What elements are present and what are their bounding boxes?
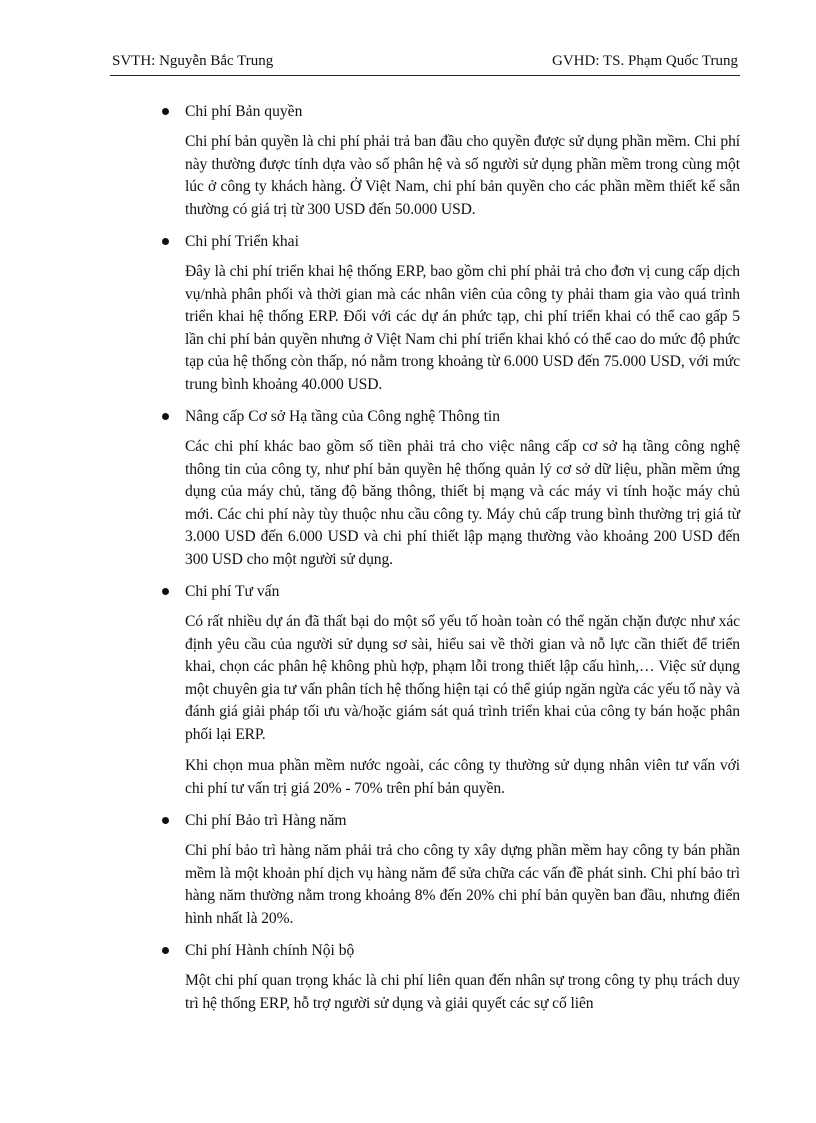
section-annual-maintenance: [160, 809, 740, 930]
page-header: [112, 50, 738, 72]
section-title-text: Chi phí Hành chính Nội bộ: [185, 942, 355, 959]
section-title: [160, 809, 740, 833]
bullet-icon: [162, 108, 169, 115]
header-student: SVTH: Nguyễn Bắc Trung: [112, 53, 274, 69]
section-title: [160, 230, 740, 254]
bullet-icon: [162, 413, 169, 420]
paragraph: Có rất nhiều dự án đã thất bại do một số yếu tố hoàn toàn có thể ngăn chặn được như xác định yêu cầu của người sử dụng sơ sài, hiểu sai về thời gian và nỗ lực cần thiết để triển khai, chọn các phân hệ không phù hợp, phạm lỗi trong thiết lập cấu hình,… Việc sử dụng một chuyên gia tư vấn phân tích hệ thống hiện tại có thể giúp ngăn ngừa các yếu tố này và đánh giá giải pháp tối ưu và/hoặc giám sát quá trình triển khai của công ty bán hoặc phân phối lại ERP.: [185, 613, 740, 743]
section-title-text: Chi phí Triển khai: [185, 233, 299, 250]
paragraph: Chi phí bảo trì hàng năm phải trả cho công ty xây dựng phần mềm hay công ty bán phần mềm là một khoản phí dịch vụ hàng năm để sửa chữa các vấn đề phát sinh. Chi phí bảo trì hàng năm thường nằm trong khoảng 8% đến 20% chi phí bản quyền ban đầu, nhưng điển hình nhất là 20%.: [185, 842, 740, 927]
section-consulting-cost: [160, 580, 740, 800]
paragraph: Khi chọn mua phần mềm nước ngoài, các công ty thường sử dụng nhân viên tư vấn với chi phí tư vấn trị giá 20% - 70% trên phí bản quyền.: [185, 757, 740, 797]
section-title-text: Chi phí Bản quyền: [185, 103, 303, 120]
section-title-text: Chi phí Tư vấn: [185, 583, 280, 600]
section-title: [160, 405, 740, 429]
bullet-icon: [162, 817, 169, 824]
section-title: [160, 580, 740, 604]
paragraph: Chi phí bản quyền là chi phí phải trả ban đầu cho quyền được sử dụng phần mềm. Chi phí này thường được tính dựa vào số phân hệ và số người sử dụng phần mềm trong cùng một lúc ở công ty khách hàng. Ở Việt Nam, chi phí bản quyền cho các phần mềm thiết kế sẵn thường có giá trị từ 300 USD đến 50.000 USD.: [185, 133, 740, 218]
bullet-icon: [162, 238, 169, 245]
bullet-icon: [162, 947, 169, 954]
section-internal-admin: [160, 939, 740, 1015]
section-it-infrastructure: [160, 405, 740, 571]
document-body: [160, 100, 740, 1024]
section-title-text: Chi phí Bảo trì Hàng năm: [185, 812, 347, 829]
paragraph: Các chi phí khác bao gồm số tiền phải trả cho việc nâng cấp cơ sở hạ tầng công nghệ thông tin của công ty, như phí bản quyền hệ thống quản lý cơ sở dữ liệu, phần mềm ứng dụng của máy chủ, tăng độ băng thông, thiết bị mạng và các máy vi tính hoặc máy chủ mới. Các chi phí này tùy thuộc nhu cầu công ty. Máy chủ cấp trung bình thường trị giá từ 3.000 USD đến 6.000 USD và chi phí thiết lập mạng thường vào khoảng 200 USD đến 300 USD cho một người sử dụng.: [185, 438, 740, 568]
section-implementation-cost: [160, 230, 740, 396]
section-title: [160, 939, 740, 963]
header-supervisor: GVHD: TS. Phạm Quốc Trung: [552, 53, 738, 69]
header-divider: [110, 75, 740, 76]
paragraph: Đây là chi phí triển khai hệ thống ERP, bao gồm chi phí phải trả cho đơn vị cung cấp dịch vụ/nhà phân phối và thời gian mà các nhân viên của công ty phải tham gia vào quá trình triển khai hệ thống ERP. Đối với các dự án phức tạp, chi phí triển khai có thể cao gấp 5 lần chi phí bản quyền nhưng ở Việt Nam chi phí triển khai khó có thể cao do mức độ phức tạp của hệ thống còn thấp, nó nằm trong khoảng từ 6.000 USD đến 75.000 USD, với mức trung bình khoảng 40.000 USD.: [185, 263, 740, 393]
section-title: [160, 100, 740, 124]
section-license-cost: [160, 100, 740, 221]
section-title-text: Nâng cấp Cơ sở Hạ tầng của Công nghệ Thông tin: [185, 408, 501, 425]
bullet-icon: [162, 588, 169, 595]
paragraph: Một chi phí quan trọng khác là chi phí liên quan đến nhân sự trong công ty phụ trách duy trì hệ thống ERP, hỗ trợ người sử dụng và giải quyết các sự cố liên: [185, 972, 740, 1012]
